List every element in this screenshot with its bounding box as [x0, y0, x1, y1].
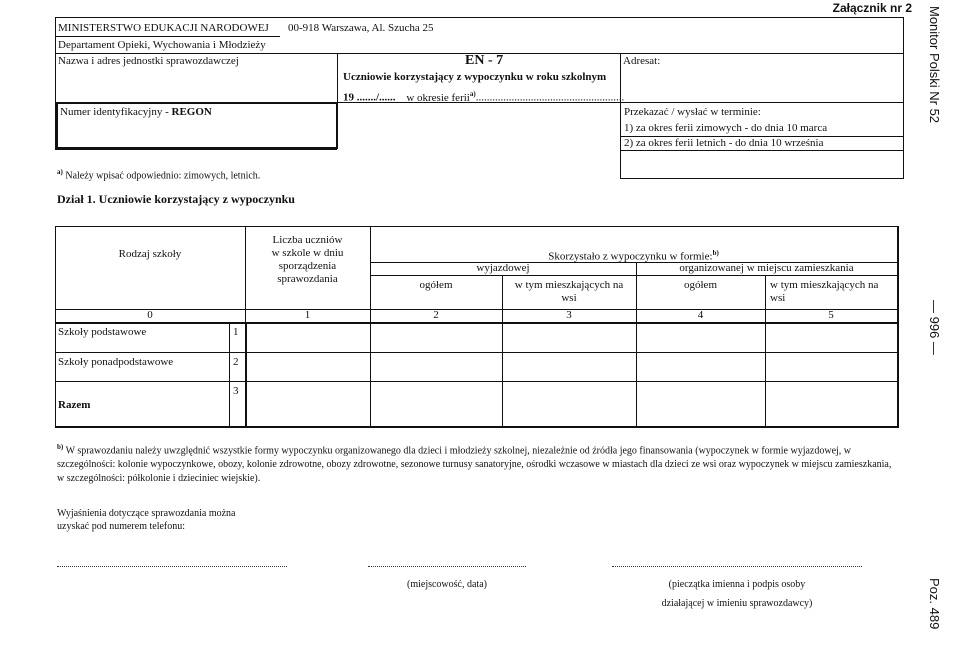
- col-student-count: [245, 234, 370, 286]
- addressee-label: Adresat:: [623, 55, 661, 67]
- footnote-b-line1-text: W sprawozdaniu należy uwzględnić wszystkie formy wypoczynku organizowanego dla dzieci i młodzieży szkolnej, niezależnie od źródła jego finansowania (wypoczynek w formie wyjazdowej, w: [65, 445, 852, 457]
- page-number-side-label: — 996 —: [927, 300, 942, 355]
- col-num-2: 2: [433, 309, 439, 321]
- regon-label: [60, 106, 212, 119]
- regon-label-text: Numer identyfikacyjny -: [60, 106, 172, 118]
- cell-r3-c1[interactable]: [247, 382, 369, 425]
- col-local-rural: [770, 279, 897, 305]
- row-label-total: Razem: [58, 399, 91, 411]
- col-used-forms-text: Skorzystało z wypoczynku w formie:: [548, 250, 713, 263]
- footnote-b: [57, 440, 907, 486]
- footnote-b-mark: b): [57, 443, 64, 451]
- footnote-b-line2: szczególności: kolonie wypoczynkowe, obozy, kolonie zdrowotne, obozy zdrowotne, sezonowe turnusy sanatoryjne, ośrodki wczasowe w miastach dla dzieci ze wsi oraz wypoczynek w miejscu zamieszkania,: [57, 459, 892, 471]
- cell-r2-c2[interactable]: [371, 353, 501, 380]
- col-local-rural-l2: wsi: [770, 292, 786, 304]
- journal-side-label: Monitor Polski Nr 52: [927, 6, 942, 124]
- cell-r2-c5[interactable]: [766, 353, 896, 380]
- signature-line[interactable]: [612, 566, 862, 567]
- position-side-label: Poz. 489: [927, 578, 942, 630]
- place-date-caption: (miejscowość, data): [407, 579, 487, 590]
- row-label-primary: Szkoły podstawowe: [58, 326, 147, 338]
- col-used-forms-mark: b): [712, 249, 719, 257]
- row-num-secondary: 2: [233, 356, 239, 368]
- footnote-a-text: Należy wpisać odpowiednio: zimowych, letnich.: [65, 170, 261, 182]
- signature-caption-l1: (pieczątka imienna i podpis osoby: [668, 579, 806, 590]
- cell-r3-c2[interactable]: [371, 382, 501, 425]
- place-date-line[interactable]: [368, 566, 526, 567]
- col-student-count-l1: Liczba uczniów: [272, 234, 343, 246]
- deadline-summer: 2) za okres ferii letnich - do dnia 10 września: [624, 137, 824, 149]
- form-period: w okresie ferii: [406, 91, 470, 104]
- cell-r1-c1[interactable]: [247, 324, 369, 351]
- footnote-a: [57, 166, 260, 182]
- ministry-name: MINISTERSTWO EDUKACJI NARODOWEJ: [58, 22, 269, 34]
- form-period-note-mark: a): [469, 90, 476, 98]
- signature-caption-l2: działającej w imieniu sprawozdawcy): [661, 598, 813, 609]
- form-period-line: [343, 88, 624, 105]
- col-num-4: 4: [697, 309, 704, 321]
- reporting-unit-label: Nazwa i adres jednostki sprawozdawczej: [58, 55, 239, 67]
- form-period-dots: ......................................................: [475, 91, 625, 104]
- cell-r1-c5[interactable]: [766, 324, 896, 351]
- footnote-b-line1: [57, 440, 907, 458]
- row-label-secondary: Szkoły ponadpodstawowe: [58, 356, 174, 368]
- row-num-primary: 1: [233, 326, 239, 338]
- col-away-rural: [502, 279, 636, 305]
- contact-line1: Wyjaśnienia dotyczące sprawozdania można: [57, 508, 236, 519]
- col-student-count-l3: sporządzenia: [278, 260, 337, 272]
- deadline-title: Przekazać / wysłać w terminie:: [624, 106, 761, 118]
- col-num-3: 3: [566, 309, 572, 321]
- col-num-5: 5: [828, 309, 834, 321]
- cell-r1-c3[interactable]: [503, 324, 635, 351]
- row-num-total: 3: [233, 385, 239, 397]
- annex-label: Załącznik nr 2: [832, 1, 912, 15]
- form-code: EN - 7: [465, 53, 504, 68]
- col-away-rural-l2: wsi: [561, 292, 577, 304]
- cell-r2-c1[interactable]: [247, 353, 369, 380]
- cell-r3-c3[interactable]: [503, 382, 635, 425]
- col-away-rural-l1: w tym mieszkających na: [514, 279, 624, 291]
- col-student-count-l2: w szkole w dniu: [271, 247, 344, 259]
- col-student-count-l4: sprawozdania: [277, 273, 338, 285]
- col-num-1: 1: [304, 309, 311, 321]
- col-local-rural-l1: w tym mieszkających na: [770, 279, 879, 291]
- cell-r1-c4[interactable]: [637, 324, 764, 351]
- col-local-total: ogółem: [684, 279, 717, 291]
- phone-line[interactable]: [57, 566, 287, 567]
- col-school-type: Rodzaj szkoły: [118, 248, 182, 260]
- section-title: Dział 1. Uczniowie korzystający z wypoczynku: [57, 192, 295, 206]
- col-away-total: ogółem: [419, 279, 453, 291]
- cell-r2-c3[interactable]: [503, 353, 635, 380]
- contact-line2: uzyskać pod numerem telefonu:: [57, 521, 186, 532]
- col-num-0: 0: [147, 309, 153, 321]
- cell-r1-c2[interactable]: [371, 324, 501, 351]
- department-name: Departament Opieki, Wychowania i Młodzieży: [58, 39, 266, 51]
- form-title: Uczniowie korzystający z wypoczynku w roku szkolnym: [343, 71, 607, 83]
- footnote-a-mark: a): [57, 168, 63, 176]
- form-year: 19 ......./......: [343, 91, 396, 104]
- cell-r3-c5[interactable]: [766, 382, 896, 425]
- footnote-b-line3: w szczególności: półkolonie i dzieciniec wiejskie).: [57, 473, 261, 485]
- deadline-winter: 1) za okres ferii zimowych - do dnia 10 marca: [624, 122, 828, 134]
- col-local: organizowanej w miejscu zamieszkania: [679, 262, 854, 274]
- regon-label-bold: REGON: [171, 106, 212, 118]
- col-away: wyjazdowej: [476, 262, 530, 274]
- cell-r3-c4[interactable]: [637, 382, 764, 425]
- regon-input[interactable]: [62, 122, 330, 144]
- ministry-address: 00-918 Warszawa, Al. Szucha 25: [288, 22, 434, 34]
- cell-r2-c4[interactable]: [637, 353, 764, 380]
